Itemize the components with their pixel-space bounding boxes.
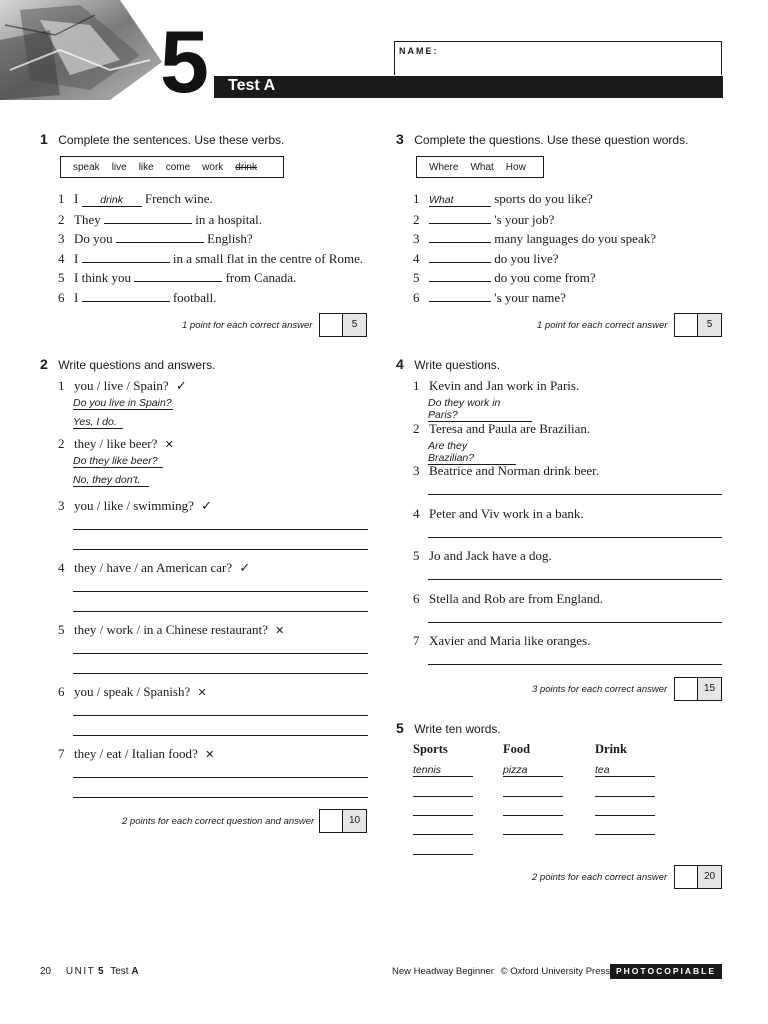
question-word-box bbox=[416, 156, 544, 178]
question-word: What bbox=[470, 162, 494, 173]
section1-heading bbox=[40, 131, 284, 149]
item-number: 2 bbox=[58, 212, 65, 227]
item-prompt: you / live / Spain? bbox=[74, 378, 169, 393]
section2-title: Write questions and answers. bbox=[58, 358, 216, 372]
header-photo-graphic bbox=[0, 0, 162, 100]
score-entry[interactable] bbox=[675, 866, 698, 888]
tick-icon: ✓ bbox=[201, 498, 213, 513]
section2-points-text: 2 points for each correct question and answer bbox=[122, 816, 315, 827]
question-word: How bbox=[505, 162, 526, 173]
answer-blank[interactable] bbox=[82, 289, 170, 302]
test-title: Test A bbox=[228, 77, 276, 94]
score-total: 5 bbox=[698, 314, 721, 336]
section4-points-text: 3 points for each correct answer bbox=[532, 684, 668, 695]
word-line[interactable] bbox=[595, 834, 655, 835]
section1-item bbox=[58, 211, 262, 228]
section4-item bbox=[413, 463, 599, 479]
score-total: 15 bbox=[698, 678, 721, 700]
section4-item bbox=[413, 506, 584, 522]
verb-word-used: drink bbox=[235, 162, 257, 173]
item-text: French wine. bbox=[144, 191, 213, 206]
item-prompt: Peter and Viv work in a bank. bbox=[429, 506, 584, 521]
item-text: They bbox=[74, 212, 101, 227]
column-heading-drink: Drink bbox=[595, 742, 627, 756]
word-line[interactable] bbox=[413, 815, 473, 816]
word-line[interactable] bbox=[503, 815, 563, 816]
item-number: 4 bbox=[413, 506, 420, 521]
cross-icon: ✕ bbox=[197, 687, 207, 699]
section4-heading bbox=[396, 356, 500, 374]
section1-item bbox=[58, 289, 217, 306]
section3-title: Complete the questions. Use these question words. bbox=[414, 133, 689, 147]
footer-unit-label: UNIT bbox=[65, 966, 96, 977]
item-text: Do you bbox=[74, 231, 113, 246]
example-word: tennis bbox=[413, 764, 473, 777]
section3-item bbox=[413, 211, 554, 228]
answer-line[interactable] bbox=[73, 797, 368, 798]
item-prompt: Stella and Rob are from England. bbox=[429, 591, 604, 606]
footer-unit-number: 5 bbox=[98, 966, 104, 977]
item-text: many languages do you speak? bbox=[494, 231, 656, 246]
example-question: Do you live in Spain? bbox=[73, 397, 172, 409]
item-text: sports do you like? bbox=[494, 191, 593, 206]
verb-word: come bbox=[165, 162, 191, 173]
section5-title: Write ten words. bbox=[414, 722, 501, 736]
section4-item bbox=[413, 421, 590, 437]
section4-number: 4 bbox=[396, 356, 404, 372]
item-prompt: they / have / an American car? bbox=[74, 560, 233, 575]
section1-number: 1 bbox=[40, 131, 48, 147]
answer-blank[interactable] bbox=[429, 269, 491, 282]
answer-line[interactable] bbox=[73, 673, 368, 674]
unit-number: 5 bbox=[160, 12, 207, 111]
item-text: 's your job? bbox=[494, 212, 555, 227]
item-number: 5 bbox=[413, 548, 420, 563]
item-text: I think you bbox=[74, 270, 132, 285]
item-number: 6 bbox=[413, 591, 420, 606]
answer-line[interactable] bbox=[73, 735, 368, 736]
section2-item bbox=[58, 622, 284, 638]
section2-number: 2 bbox=[40, 356, 48, 372]
section1-item bbox=[58, 269, 296, 286]
item-number: 4 bbox=[58, 560, 65, 575]
verb-word: like bbox=[138, 162, 154, 173]
section3-item bbox=[413, 250, 559, 267]
item-number: 3 bbox=[58, 498, 65, 513]
section3-heading bbox=[396, 131, 688, 149]
footer-test-label: Test bbox=[110, 966, 129, 977]
section2-item bbox=[58, 436, 174, 452]
verb-word: speak bbox=[73, 162, 100, 173]
item-number: 3 bbox=[58, 231, 65, 246]
item-number: 6 bbox=[58, 684, 65, 699]
answer-line[interactable] bbox=[428, 622, 722, 623]
name-field[interactable] bbox=[394, 41, 722, 75]
verb-word: work bbox=[202, 162, 224, 173]
section5-heading bbox=[396, 720, 501, 738]
section4-item bbox=[413, 548, 552, 564]
section1-item bbox=[58, 230, 253, 247]
footer-left bbox=[40, 966, 139, 977]
item-prompt: you / like / swimming? bbox=[74, 498, 194, 513]
section4-item bbox=[413, 378, 579, 394]
publisher: © Oxford University Press bbox=[500, 966, 610, 977]
answer-line[interactable] bbox=[73, 591, 368, 592]
section5-score-box[interactable] bbox=[674, 865, 722, 889]
cross-icon: ✕ bbox=[164, 439, 174, 451]
answer-blank[interactable]: drink bbox=[82, 194, 142, 207]
score-total: 5 bbox=[343, 314, 366, 336]
answer-line[interactable] bbox=[73, 777, 368, 778]
example-word: pizza bbox=[503, 764, 563, 777]
answer-line[interactable] bbox=[73, 715, 368, 716]
section1-score-box[interactable] bbox=[319, 313, 367, 337]
item-number: 1 bbox=[58, 191, 65, 206]
score-total: 20 bbox=[698, 866, 721, 888]
item-number: 6 bbox=[58, 290, 65, 305]
item-number: 1 bbox=[58, 378, 65, 393]
section2-item bbox=[58, 498, 212, 514]
cross-icon: ✕ bbox=[275, 625, 285, 637]
word-line[interactable] bbox=[413, 854, 473, 855]
word-line[interactable] bbox=[413, 796, 473, 797]
item-text: I bbox=[74, 191, 79, 206]
item-prompt: Xavier and Maria like oranges. bbox=[429, 633, 591, 648]
score-total: 10 bbox=[343, 810, 366, 832]
column-heading-sports: Sports bbox=[413, 742, 448, 756]
item-text: I bbox=[74, 290, 79, 305]
item-prompt: Jo and Jack have a dog. bbox=[429, 548, 552, 563]
section3-item bbox=[413, 230, 656, 247]
section1-item bbox=[58, 191, 213, 207]
score-entry[interactable] bbox=[675, 678, 698, 700]
answer-line[interactable] bbox=[73, 653, 368, 654]
score-entry[interactable] bbox=[320, 314, 343, 336]
answer-blank[interactable] bbox=[429, 211, 491, 224]
section2-item bbox=[58, 746, 214, 762]
item-text: football. bbox=[172, 290, 217, 305]
book-title: New Headway Beginner bbox=[392, 966, 494, 977]
answer-blank[interactable] bbox=[116, 230, 204, 243]
section1-points-text: 1 point for each correct answer bbox=[182, 320, 313, 331]
answer-line[interactable] bbox=[428, 537, 722, 538]
section3-number: 3 bbox=[396, 131, 404, 147]
footer-test-letter: A bbox=[131, 966, 139, 977]
example-answer: Yes, I do. bbox=[73, 416, 123, 429]
item-number: 2 bbox=[413, 421, 420, 436]
verb-box bbox=[60, 156, 284, 178]
photocopiable-badge bbox=[610, 964, 722, 979]
section4-item bbox=[413, 633, 590, 649]
tick-icon: ✓ bbox=[175, 378, 187, 393]
answer-blank[interactable] bbox=[429, 289, 491, 302]
item-text: do you live? bbox=[494, 251, 559, 266]
answer-blank[interactable] bbox=[82, 250, 170, 263]
example-question: Do they like beer? bbox=[73, 455, 163, 468]
test-title-bar bbox=[214, 76, 723, 98]
answer-line[interactable] bbox=[428, 579, 722, 580]
item-number: 2 bbox=[58, 436, 65, 451]
answer-blank[interactable] bbox=[134, 269, 222, 282]
item-prompt: Kevin and Jan work in Paris. bbox=[429, 378, 580, 393]
item-text: from Canada. bbox=[225, 270, 297, 285]
section2-item bbox=[58, 684, 207, 700]
section2-score-box[interactable] bbox=[319, 809, 367, 833]
item-number: 7 bbox=[58, 746, 65, 761]
answer-line[interactable] bbox=[73, 549, 368, 550]
answer-line[interactable] bbox=[73, 611, 368, 612]
word-line[interactable] bbox=[595, 796, 655, 797]
section2-heading bbox=[40, 356, 215, 374]
header-photo bbox=[0, 0, 162, 100]
page-number: 20 bbox=[40, 966, 52, 977]
section5-points-text: 2 points for each correct answer bbox=[532, 872, 668, 883]
item-number: 5 bbox=[58, 622, 65, 637]
item-number: 4 bbox=[58, 251, 65, 266]
answer-blank[interactable] bbox=[104, 211, 192, 224]
word-line[interactable] bbox=[595, 815, 655, 816]
item-text: 's your name? bbox=[494, 290, 566, 305]
item-prompt: Beatrice and Norman drink beer. bbox=[429, 463, 600, 478]
column-heading-food: Food bbox=[503, 742, 531, 756]
section1-title: Complete the sentences. Use these verbs. bbox=[58, 133, 285, 147]
item-text: do you come from? bbox=[494, 270, 596, 285]
section4-item bbox=[413, 591, 603, 607]
word-line[interactable] bbox=[503, 796, 563, 797]
section3-points-text: 1 point for each correct answer bbox=[537, 320, 668, 331]
section3-item bbox=[413, 269, 596, 286]
score-entry[interactable] bbox=[320, 810, 343, 832]
item-prompt: Teresa and Paula are Brazilian. bbox=[429, 421, 591, 436]
item-prompt: you / speak / Spanish? bbox=[74, 684, 191, 699]
item-prompt: they / eat / Italian food? bbox=[74, 746, 198, 761]
example-word: tea bbox=[595, 764, 655, 777]
item-number: 2 bbox=[413, 212, 420, 227]
item-number: 6 bbox=[413, 290, 420, 305]
score-entry[interactable] bbox=[675, 314, 698, 336]
item-number: 5 bbox=[58, 270, 65, 285]
item-text: I bbox=[74, 251, 79, 266]
answer-blank[interactable]: What bbox=[429, 194, 491, 207]
item-number: 1 bbox=[413, 378, 420, 393]
answer-line[interactable] bbox=[73, 529, 368, 530]
section4-score-box[interactable] bbox=[674, 677, 722, 701]
item-number: 3 bbox=[413, 231, 420, 246]
item-number: 7 bbox=[413, 633, 420, 648]
item-text: in a hospital. bbox=[195, 212, 263, 227]
item-number: 3 bbox=[413, 463, 420, 478]
section2-item bbox=[58, 378, 187, 394]
tick-icon: ✓ bbox=[239, 560, 251, 575]
item-number: 5 bbox=[413, 270, 420, 285]
section2-item bbox=[58, 560, 250, 576]
section3-item bbox=[413, 289, 566, 306]
footer-right bbox=[392, 966, 610, 977]
name-label: NAME: bbox=[399, 46, 439, 56]
section3-score-box[interactable] bbox=[674, 313, 722, 337]
section4-title: Write questions. bbox=[414, 358, 501, 372]
photocopiable-label: PHOTOCOPIABLE bbox=[616, 966, 716, 976]
section5-number: 5 bbox=[396, 720, 404, 736]
answer-blank[interactable] bbox=[429, 230, 491, 243]
item-number: 1 bbox=[413, 191, 420, 206]
section3-item bbox=[413, 191, 593, 207]
item-prompt: they / like beer? bbox=[74, 436, 158, 451]
example-answer: No, they don't. bbox=[73, 474, 149, 487]
item-text: in a small flat in the centre of Rome. bbox=[172, 251, 364, 266]
cross-icon: ✕ bbox=[205, 749, 215, 761]
question-word: Where bbox=[429, 162, 459, 173]
section1-item bbox=[58, 250, 363, 267]
item-text: English? bbox=[207, 231, 253, 246]
answer-line[interactable] bbox=[428, 664, 722, 665]
item-number: 4 bbox=[413, 251, 420, 266]
answer-line[interactable] bbox=[428, 494, 722, 495]
example-answer: Are they Brazilian? bbox=[428, 440, 516, 465]
verb-word: live bbox=[111, 162, 127, 173]
word-line[interactable] bbox=[503, 834, 563, 835]
example-answer: Do they work in Paris? bbox=[428, 397, 532, 422]
item-prompt: they / work / in a Chinese restaurant? bbox=[74, 622, 268, 637]
word-line[interactable] bbox=[413, 834, 473, 835]
answer-blank[interactable] bbox=[429, 250, 491, 263]
